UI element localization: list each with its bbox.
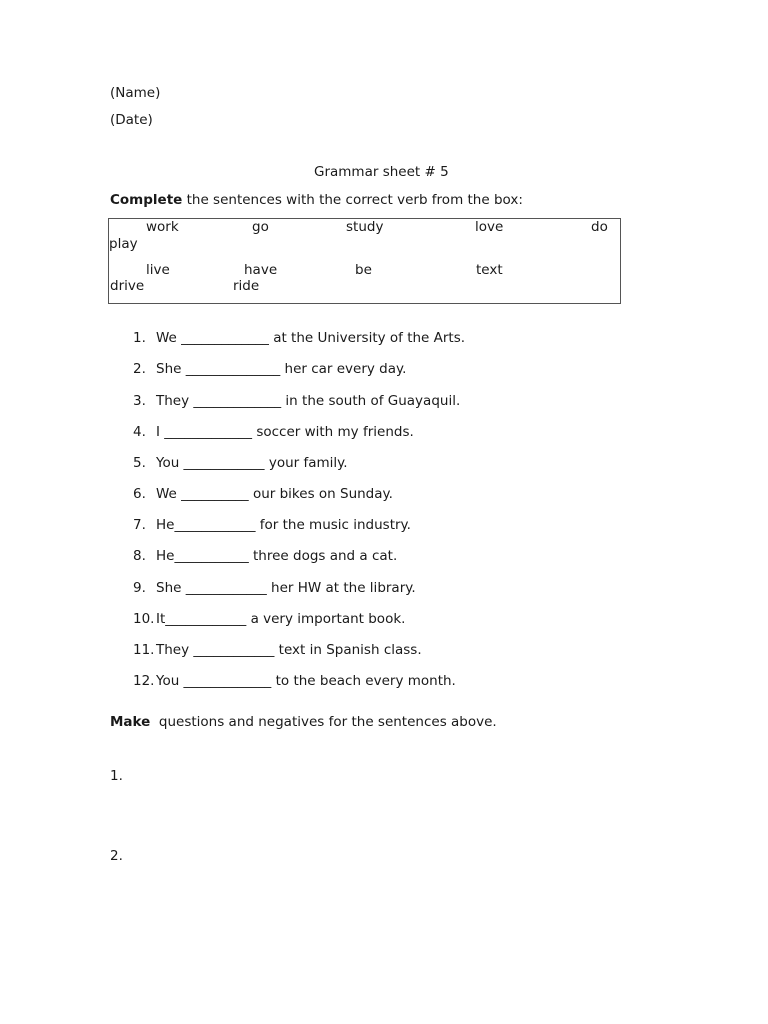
sentence-number: 3. [133, 393, 146, 409]
sentence-text: They _____________ in the south of Guayaquil. [156, 393, 461, 409]
sentence-number: 8. [133, 548, 146, 564]
make-bold-word: Make [110, 714, 151, 730]
date-label: (Date) [110, 112, 153, 128]
verb-drive: drive [110, 278, 145, 294]
verb-love: love [475, 219, 504, 235]
sentence-number: 7. [133, 517, 146, 533]
sentence-number: 2. [133, 361, 146, 377]
sentence-text: I _____________ soccer with my friends. [156, 424, 414, 440]
name-label: (Name) [110, 85, 161, 101]
sentence-number: 11. [133, 642, 155, 658]
verb-play: play [109, 236, 138, 252]
verb-ride: ride [233, 278, 260, 294]
sentence-text: We __________ our bikes on Sunday. [156, 486, 393, 502]
answer-number-2: 2. [110, 848, 123, 864]
sentence-number: 10. [133, 611, 155, 627]
sentence-number: 5. [133, 455, 146, 471]
make-instruction-text: questions and negatives for the sentences above. [150, 714, 497, 730]
complete-instruction [110, 192, 523, 208]
sentence-text: You ____________ your family. [156, 455, 348, 471]
sentence-text: She ____________ her HW at the library. [156, 580, 416, 596]
verb-live: live [146, 262, 170, 278]
sentence-number: 12. [133, 673, 155, 689]
sentence-text: They ____________ text in Spanish class. [156, 642, 422, 658]
sentence-number: 9. [133, 580, 146, 596]
make-instruction [110, 714, 497, 730]
sentence-number: 4. [133, 424, 146, 440]
complete-instruction-text: the sentences with the correct verb from the box: [182, 192, 523, 208]
sentence-number: 1. [133, 330, 146, 346]
sentence-text: He___________ three dogs and a cat. [156, 548, 398, 564]
sentence-number: 6. [133, 486, 146, 502]
sentence-text: It____________ a very important book. [156, 611, 406, 627]
complete-bold-word: Complete [110, 192, 183, 208]
verb-be: be [355, 262, 372, 278]
verb-text: text [476, 262, 503, 278]
page-title: Grammar sheet # 5 [314, 164, 449, 180]
sentence-text: You _____________ to the beach every month. [156, 673, 456, 689]
sentence-text: We _____________ at the University of the Arts. [156, 330, 466, 346]
verb-do: do [591, 219, 608, 235]
sentence-text: She ______________ her car every day. [156, 361, 407, 377]
sentence-text: He____________ for the music industry. [156, 517, 411, 533]
verb-have: have [244, 262, 278, 278]
verb-work: work [146, 219, 179, 235]
answer-number-1: 1. [110, 768, 123, 784]
verb-study: study [346, 219, 384, 235]
verb-box [108, 218, 621, 304]
verb-go: go [252, 219, 269, 235]
